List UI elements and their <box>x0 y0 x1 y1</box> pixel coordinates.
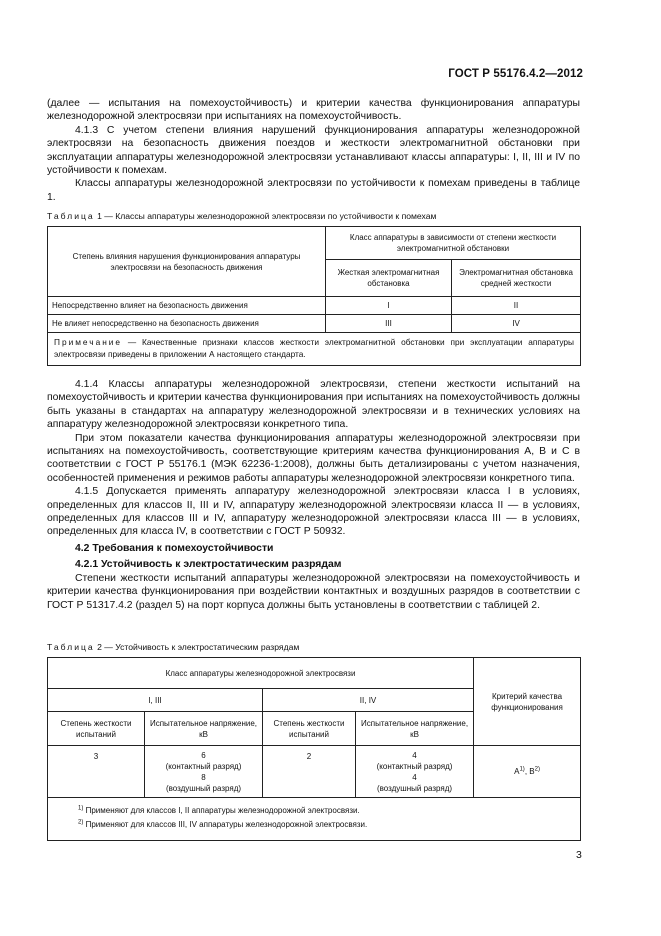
paragraph-4-1-4: 4.1.4 Классы аппаратуры железнодорожной электросвязи, степени жесткости испытаний на помехоустойчивость и критерии качества функционирования при испытаниях на помехоустойчивость должны быть указаны в стандартах на аппаратуру железнодорожной электросвязи и в технических условиях на аппаратуру железнодорожной электросвязи конкретного типа. <box>47 379 580 431</box>
table1-cell: III <box>326 315 452 333</box>
table2-voltage-cell <box>356 746 474 798</box>
table-row <box>48 315 581 333</box>
paragraph: Степени жесткости испытаний аппаратуры железнодорожной электросвязи на помехоустойчивость и критерии качества функционирования при воздействии контактных и воздушных разрядов в соответствии с ГОСТ Р 51317.4.2 (раздел 5) на порт корпуса должны быть установлены в соответствии с таблицей 2. <box>47 572 580 611</box>
contact-label: (контактный разряд) <box>165 762 242 771</box>
table1-row-label: Непосредственно влияет на безопасность движения <box>48 297 326 315</box>
table1-subheader-medium: Электромагнитная обстановка средней жесткости <box>452 260 581 297</box>
table1-note-text: — Качественные признаки классов жесткости электромагнитной обстановки при эксплуатации аппаратуры электросвязи приведены в приложении А настоящего стандарта. <box>54 337 574 359</box>
table1-row-label: Не влияет непосредственно на безопасность движения <box>48 315 326 333</box>
table2-caption-text: 2 — Устойчивость к электростатическим разрядам <box>97 642 300 652</box>
table2-col-voltage: Испытательное напряжение, кВ <box>145 712 263 746</box>
contact-label: (контактный разряд) <box>376 762 453 771</box>
footnote-mark: 1) <box>78 805 84 812</box>
table2-voltage-cell <box>145 746 263 798</box>
paragraph: При этом показатели качества функционирования аппаратуры железнодорожной электросвязи при испытаниях на помехоустойчивость, соответствующие критериям качества функционирования А, В и С в соответствии с ГОСТ Р 55176.1 (МЭК 62236-1:2008), должны быть детализированы с учетом назначения, особенностей применения и режимов работы аппаратуры железнодорожной электросвязи конкретного типа. <box>47 432 580 484</box>
table-2 <box>47 657 580 841</box>
table2-col-degree: Степень жесткости испытаний <box>48 712 145 746</box>
footnote-text: Применяют для классов I, II аппаратуры железнодорожной электросвязи. <box>85 806 360 815</box>
table2-group-2-4: II, IV <box>263 689 474 712</box>
footnote-1 <box>78 804 576 818</box>
footnote-text: Применяют для классов III, IV аппаратуры железнодорожной электросвязи. <box>85 820 368 829</box>
table-row <box>48 297 581 315</box>
table2-degree-cell: 2 <box>263 746 356 798</box>
footnote-ref-2: 2) <box>534 766 540 773</box>
document-header: ГОСТ Р 55176.4.2—2012 <box>448 68 583 80</box>
footnote-ref-1: 1) <box>519 766 525 773</box>
text-block-intro <box>47 97 580 204</box>
table1-caption-text: 1 — Классы аппаратуры железнодорожной электросвязи по устойчивости к помехам <box>97 211 437 221</box>
section-heading-4-2: 4.2 Требования к помехоустойчивости <box>75 542 274 554</box>
table2-footnotes <box>48 798 581 841</box>
paragraph-4-1-3: 4.1.3 С учетом степени влияния нарушений функционирования аппаратуры железнодорожной электросвязи на безопасность движения поездов и жесткости электромагнитной обстановки при эксплуатации аппаратуры железнодорожной электросвязи устанавливают классы аппаратуры: I, II, III и IV по устойчивости к помехам. <box>47 124 580 177</box>
section-heading-4-2-1: 4.2.1 Устойчивость к электростатическим разрядам <box>75 559 342 571</box>
voltage-contact-value: 6 <box>201 751 206 760</box>
table2-top-header: Класс аппаратуры железнодорожной электросвязи <box>48 658 474 689</box>
text-block-4-1-4 <box>47 378 580 612</box>
table2-group-1-3: I, III <box>48 689 263 712</box>
criterion-a: А <box>514 767 520 776</box>
table1-cell: II <box>452 297 581 315</box>
footnote-mark: 2) <box>78 819 84 826</box>
table1-cell: IV <box>452 315 581 333</box>
criterion-separator: , <box>524 767 530 776</box>
voltage-air-value: 8 <box>201 773 206 782</box>
paragraph: Классы аппаратуры железнодорожной электросвязи по устойчивости к помехам приведены в таблице 1. <box>47 178 580 203</box>
table1-col1-header: Степень влияния нарушения функционирования аппаратуры электросвязи на безопасность движения <box>48 227 326 297</box>
voltage-air-value: 4 <box>412 773 417 782</box>
table-row <box>48 746 581 798</box>
criterion-b: В <box>529 767 535 776</box>
voltage-contact-value: 4 <box>412 751 417 760</box>
footnote-2 <box>78 818 576 832</box>
table1-caption-word: Таблица <box>47 211 95 221</box>
table1-cell: I <box>326 297 452 315</box>
table1-note-word: Примечание <box>54 337 123 347</box>
table1-group-header: Класс аппаратуры в зависимости от степени жесткости электромагнитной обстановки <box>326 227 581 260</box>
table-1 <box>47 226 580 366</box>
table2-caption-word: Таблица <box>47 642 95 652</box>
paragraph-4-1-5: 4.1.5 Допускается применять аппаратуру железнодорожной электросвязи класса I в условиях, определенных для классов II, III и IV, аппаратуру железнодорожной электросвязи класса II — в условиях, определенных для классов III и IV, аппаратуру железнодорожной электросвязи класса III — в условиях, определенных для класса IV, в соответствии с ГОСТ Р 50932. <box>47 486 580 538</box>
air-label: (воздушный разряд) <box>165 784 242 793</box>
paragraph: (далее — испытания на помехоустойчивость) и критерии качества функционирования аппаратуры железнодорожной электросвязи при испытаниях на помехоустойчивость. <box>47 98 580 123</box>
table2-criterion-header: Критерий качества функционирования <box>474 658 581 746</box>
air-label: (воздушный разряд) <box>376 784 453 793</box>
table1-note <box>48 333 581 366</box>
table2-degree-cell: 3 <box>48 746 145 798</box>
table2-col-degree: Степень жесткости испытаний <box>263 712 356 746</box>
table2-caption <box>47 641 580 654</box>
page-number: 3 <box>576 849 582 861</box>
table1-caption <box>47 210 580 223</box>
table2-criterion-cell <box>474 746 581 798</box>
table2-col-voltage: Испытательное напряжение, кВ <box>356 712 474 746</box>
table1-subheader-harsh: Жесткая электромагнитная обстановка <box>326 260 452 297</box>
